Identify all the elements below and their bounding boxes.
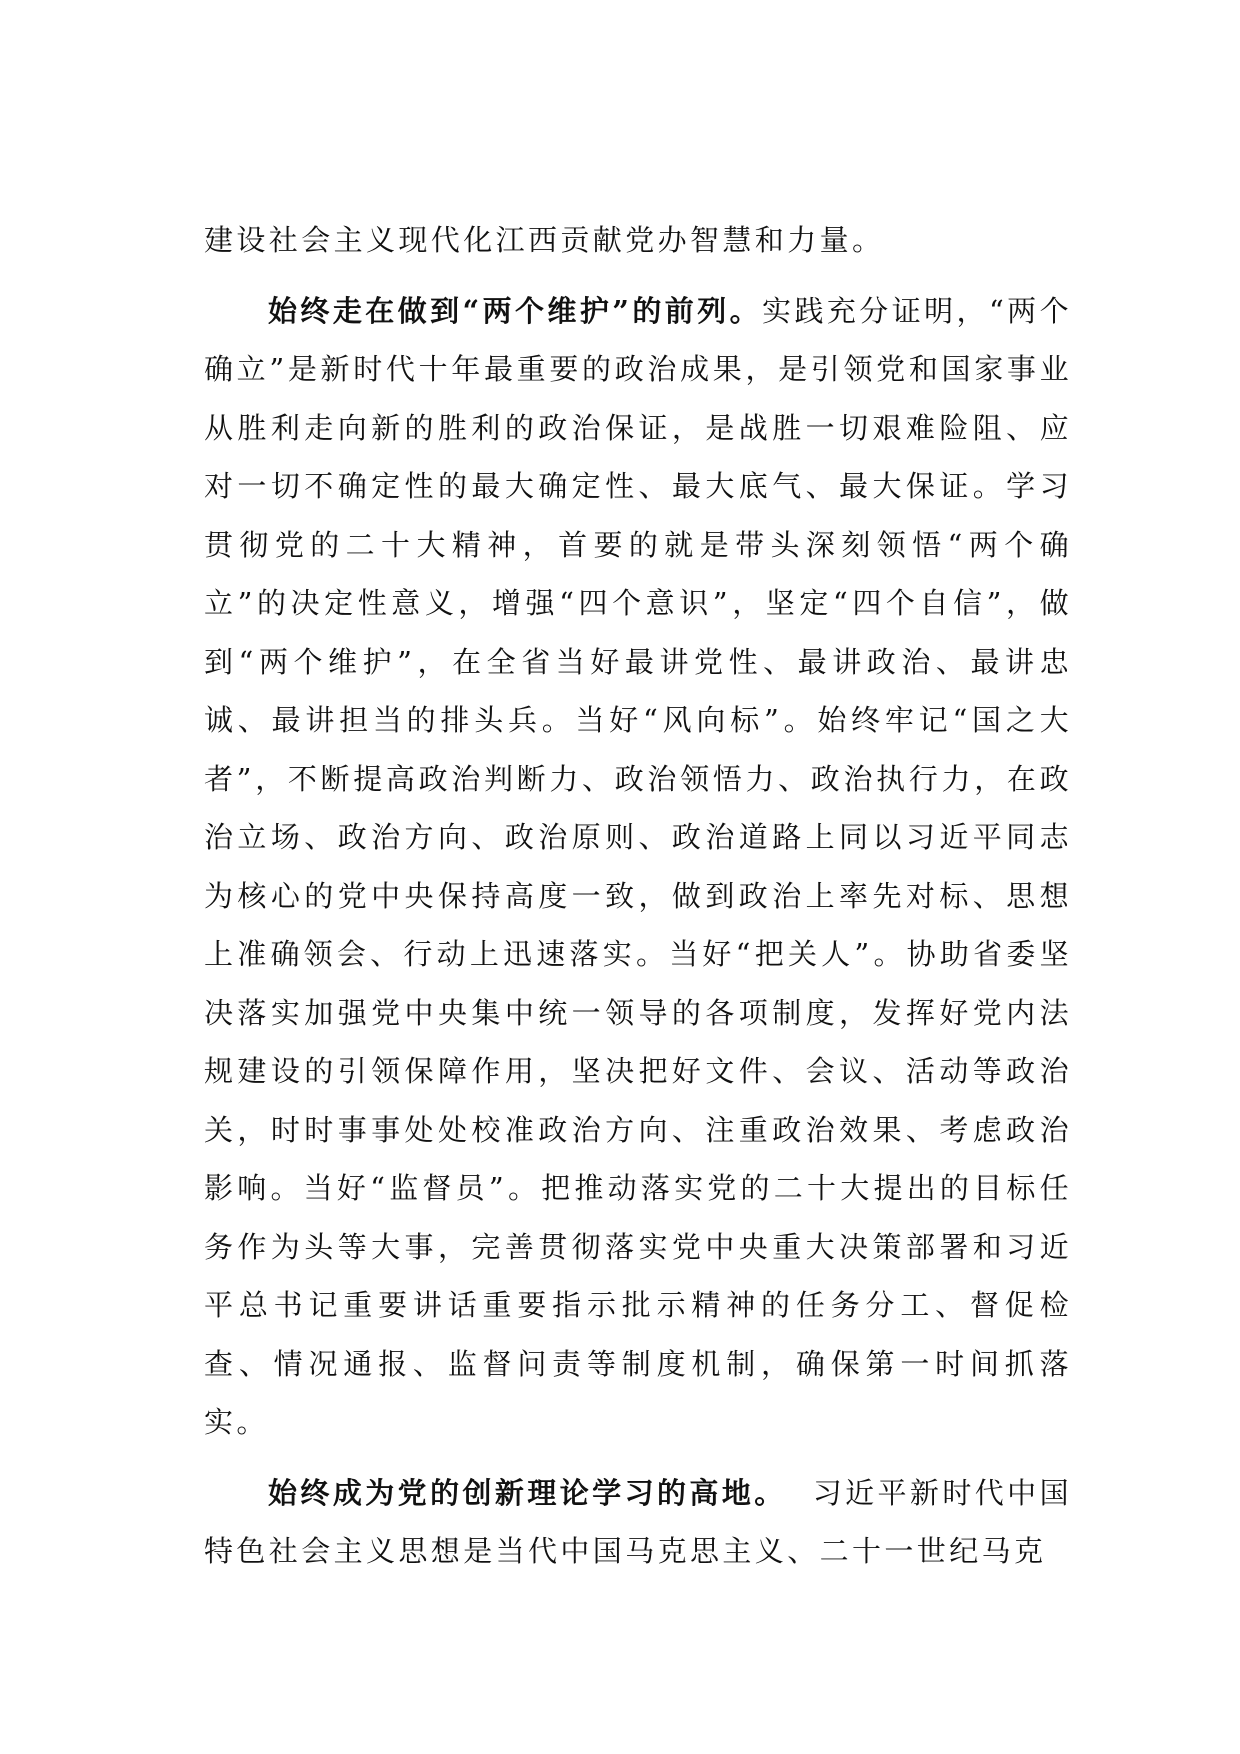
- paragraph-two-safeguards: [204, 282, 1072, 1452]
- paragraph-body-text: 实践充分证明，“两个确立”是新时代十年最重要的政治成果，是引领党和国家事业从胜利走向新的胜利的政治保证，是战胜一切艰难险阻、应对一切不确定性的最大确定性、最大底气、最大保证。学习贯彻党的二十大精神，首要的就是带头深刻领悟“两个确立”的决定性意义，增强“四个意识”，坚定“四个自信”，做到“两个维护”，在全省当好最讲党性、最讲政治、最讲忠诚、最讲担当的排头兵。当好“风向标”。始终牢记“国之大者”，不断提高政治判断力、政治领悟力、政治执行力，在政治立场、政治方向、政治原则、政治道路上同以习近平同志为核心的党中央保持高度一致，做到政治上率先对标、思想上准确领会、行动上迅速落实。当好“把关人”。协助省委坚决落实加强党中央集中统一领导的各项制度，发挥好党内法规建设的引领保障作用，坚决把好文件、会议、活动等政治关，时时事事处处校准政治方向、注重政治效果、考虑政治影响。当好“监督员”。把推动落实党的二十大提出的目标任务作为头等大事，完善贯彻落实党中央重大决策部署和习近平总书记重要讲话重要指示批示精神的任务分工、督促检查、情况通报、监督问责等制度机制，确保第一时间抓落实。: [204, 293, 1073, 1439]
- paragraph-heading: 始终成为党的创新理论学习的高地。: [268, 1475, 787, 1510]
- paragraph-body-text: 建设社会主义现代化江西贡献党办智慧和力量。: [204, 223, 885, 257]
- paragraph-theory-study: [204, 1464, 1072, 1581]
- paragraph-body-text: 习近平新时代中国特色社会主义思想是当代中国马克思主义、二十一世纪马克: [204, 1475, 1073, 1568]
- paragraph-heading: 始终走在做到“两个维护”的前列。: [268, 293, 763, 328]
- paragraph-continuation: [204, 211, 1072, 270]
- document-body: [204, 211, 1072, 1581]
